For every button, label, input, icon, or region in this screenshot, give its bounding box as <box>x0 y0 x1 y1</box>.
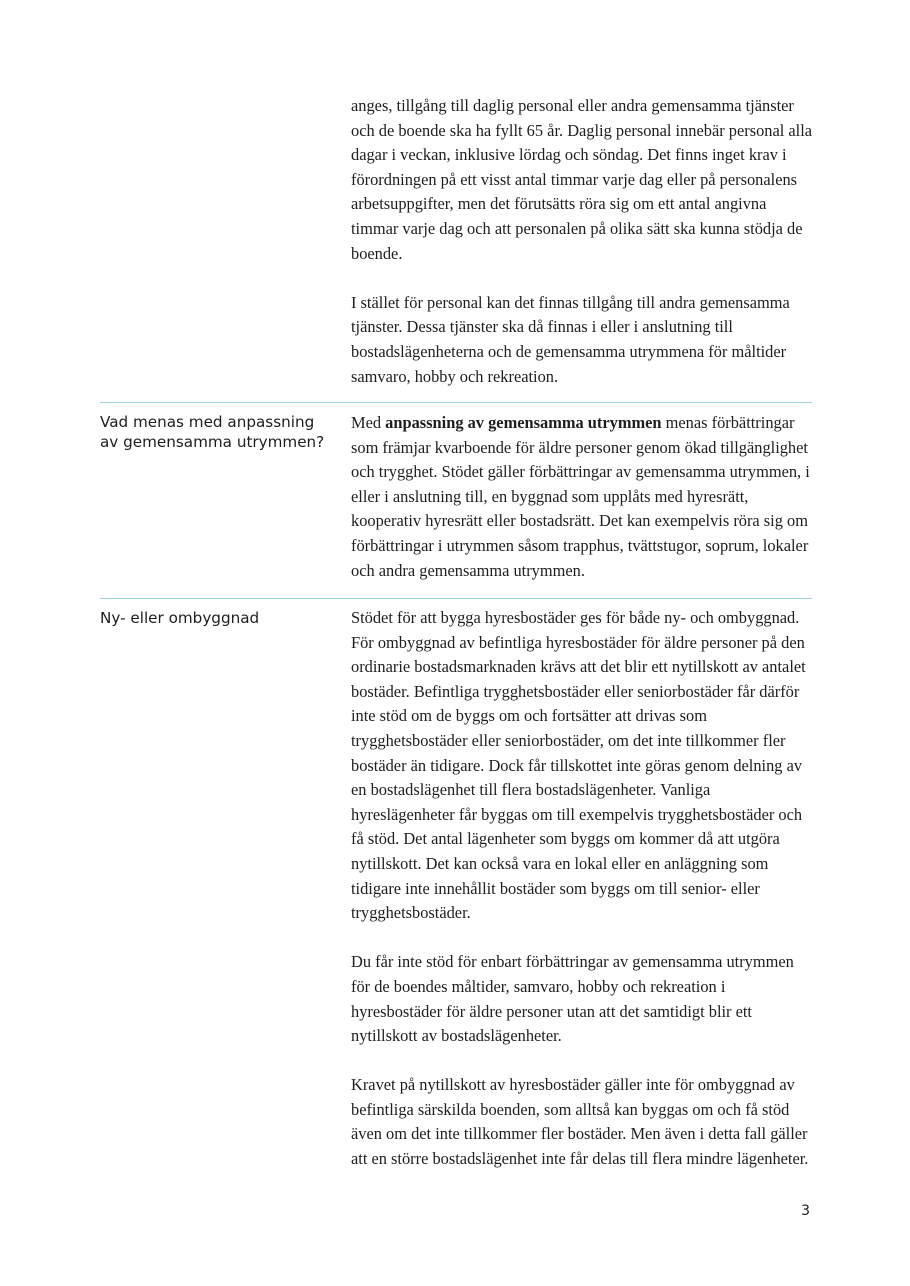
anpassning-section <box>351 411 813 583</box>
section-heading-ombyggnad: Ny- eller ombyggnad <box>100 609 260 627</box>
anpassning-lead: Med <box>351 413 386 432</box>
ombyggnad-paragraph-3: Kravet på nytillskott av hyresbostäder gäller inte för ombyggnad av befintliga särskilda boenden, som alltså kan byggas om och få stöd även om det inte tillkommer fler bostäder. Men även i detta fall gäller att en större bostadslägenhet inte får delas till flera mindre lägenheter. <box>351 1075 809 1169</box>
intro-section <box>351 94 813 389</box>
anpassning-paragraph <box>351 411 813 583</box>
anpassning-bold-term: anpassning av gemensamma utrymmen <box>385 413 662 432</box>
ombyggnad-paragraph-1: Stödet för att bygga hyresbostäder ges för både ny- och ombyggnad. För ombyggnad av befintliga hyresbostäder för äldre personer på den ordinarie bostadsmarknaden krävs att det blir ett nytillskott av antalet bostäder. Befintliga trygghetsbostäder eller seniorbostäder får därför inte stöd om de byggs om och fortsätter att drivas som trygghetsbostäder eller seniorbostäder, om det inte tillkommer fler bostäder än tidigare. Dock får tillskottet inte göras genom delning av en bostadslägenhet till flera bostadslägenheter. Vanliga hyreslägenheter får byggas om till exempelvis trygghetsbostäder och få stöd. Det antal lägenheter som byggs om kommer då att utgöra nytillskott. Det kan också vara en lokal eller en anläggning som tidigare inte innehållit bostäder som byggs om till senior- eller trygghetsbostäder. <box>351 608 806 923</box>
ombyggnad-section <box>351 606 813 1172</box>
intro-paragraph-1: anges, tillgång till daglig personal eller andra gemensamma tjänster och de boende ska ha fyllt 65 år. Daglig personal innebär personal alla dagar i veckan, inklusive lördag och söndag. Det finns inget krav i förordningen på ett visst antal timmar varje dag eller på personalens arbetsuppgifter, men det förutsätts röra sig om ett antal angivna timmar varje dag och att personalen på olika sätt ska kunna stödja de boende. <box>351 96 813 263</box>
ombyggnad-paragraph-2: Du får inte stöd för enbart förbättringar av gemensamma utrymmen för de boendes måltider, samvaro, hobby och rekreation i hyresbostäder för äldre personer utan att det samtidigt blir ett nytillskott av bostadslägenheter. <box>351 952 794 1046</box>
section-divider-2 <box>100 598 812 599</box>
anpassning-rest: menas förbättringar som främjar kvarboende för äldre personer genom ökad tillgänglighet och trygghet. Stödet gäller förbättringar av gemensamma utrymmen, i eller i anslutning till, en byggnad som upplåts med hyresrätt, kooperativ hyresrätt eller bostadsrätt. Det kan exempelvis röra sig om förbättringar i utrymmen såsom trapphus, tvättstugor, soprum, lokaler och andra gemensamma utrymmen. <box>351 413 810 580</box>
section-divider-1 <box>100 402 812 403</box>
section-heading-anpassning: Vad menas med anpassning av gemensamma utrymmen? <box>100 413 325 451</box>
page-number: 3 <box>801 1203 810 1219</box>
intro-paragraph-2: I stället för personal kan det finnas tillgång till andra gemensamma tjänster. Dessa tjänster ska då finnas i eller i anslutning till bostadslägenheterna och de gemensamma utrymmena för måltider samvaro, hobby och rekreation. <box>351 292 790 386</box>
